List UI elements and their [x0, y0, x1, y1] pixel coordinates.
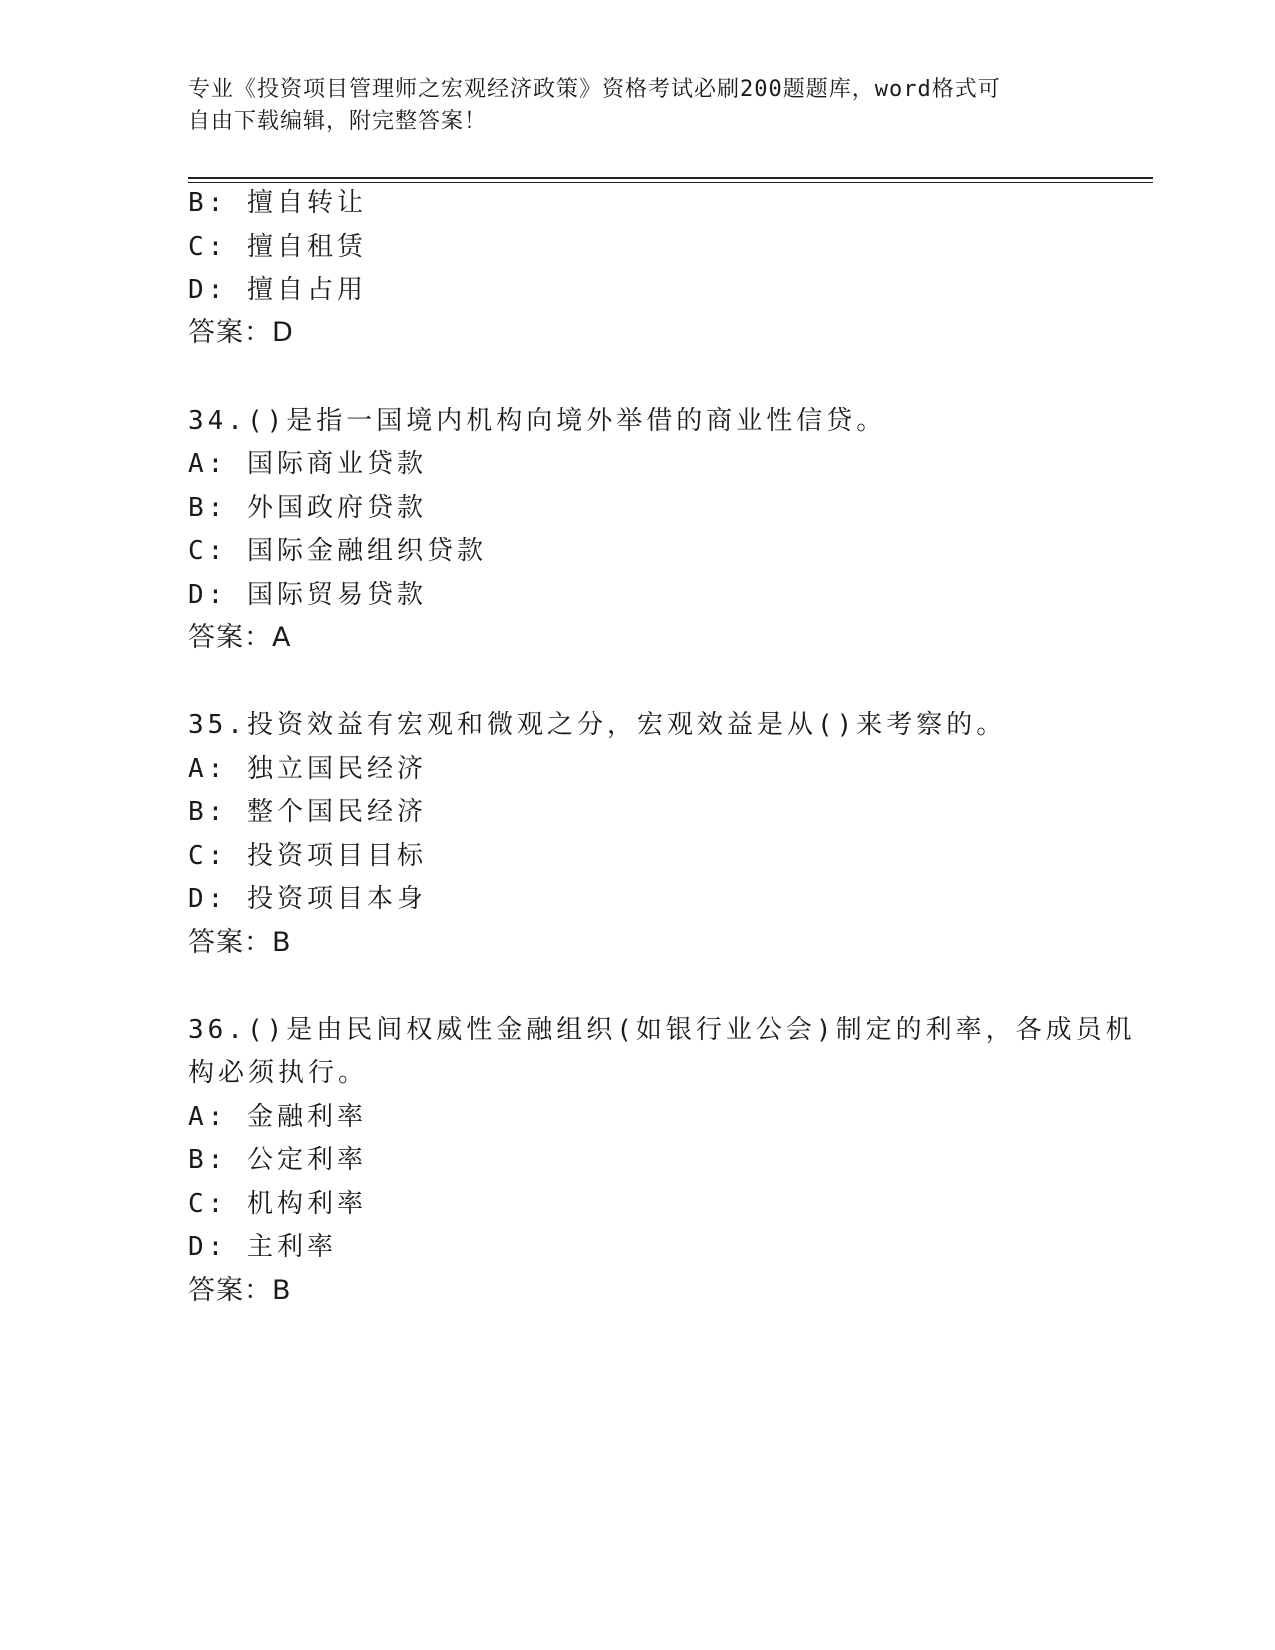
q36-option-d: D: 主利率 — [188, 1232, 337, 1262]
q36-question-line-1: 36.()是由民间权威性金融组织(如银行业公会)制定的利率，各成员机 — [188, 1015, 1136, 1045]
q35-option-a: A: 独立国民经济 — [188, 754, 427, 784]
q35-option-c: C: 投资项目目标 — [188, 841, 427, 871]
q33-answer: 答案：D — [188, 317, 294, 348]
q35-question: 35.投资效益有宏观和微观之分，宏观效益是从()来考察的。 — [188, 710, 1007, 740]
q34-answer: 答案：A — [188, 622, 292, 653]
q34-option-d: D: 国际贸易贷款 — [188, 580, 427, 610]
q34-option-b: B: 外国政府贷款 — [188, 493, 427, 523]
header-line-1: 专业《投资项目管理师之宏观经济政策》资格考试必刷200题题库，word格式可 — [188, 77, 1001, 102]
page-header — [188, 74, 1088, 138]
q36-option-a: A: 金融利率 — [188, 1102, 367, 1132]
header-rule-thick — [188, 177, 1153, 179]
q33-option-b: B: 擅自转让 — [188, 188, 367, 218]
q36-answer: 答案：B — [188, 1275, 292, 1306]
q36-option-b: B: 公定利率 — [188, 1145, 367, 1175]
q35-answer: 答案：B — [188, 927, 292, 958]
q34-option-c: C: 国际金融组织贷款 — [188, 536, 487, 566]
q35-option-b: B: 整个国民经济 — [188, 797, 427, 827]
q35-option-d: D: 投资项目本身 — [188, 884, 427, 914]
q33-option-c: C: 擅自租赁 — [188, 232, 367, 262]
q34-option-a: A: 国际商业贷款 — [188, 449, 427, 479]
q33-option-d: D: 擅自占用 — [188, 275, 367, 305]
q36-question-line-2: 构必须执行。 — [188, 1058, 369, 1088]
q34-question: 34.()是指一国境内机构向境外举借的商业性信贷。 — [188, 406, 887, 436]
header-line-2: 自由下载编辑，附完整答案！ — [188, 109, 488, 134]
q36-option-c: C: 机构利率 — [188, 1189, 367, 1219]
header-rule-thin — [188, 182, 1153, 183]
